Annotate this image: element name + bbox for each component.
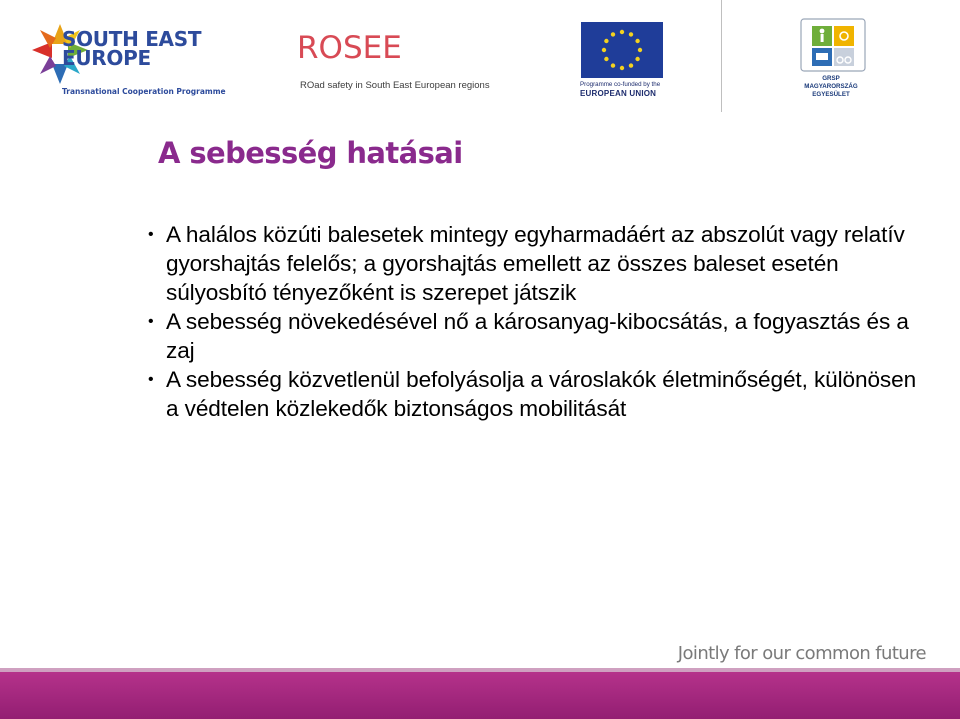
grsp-logo-line3: EGYESÜLET <box>812 91 850 98</box>
see-logo-title <box>62 27 222 70</box>
footer-top-line <box>0 668 960 672</box>
header-divider <box>721 0 722 112</box>
bullet-item <box>0 220 960 307</box>
grsp-logo-line1: GRSP <box>822 75 840 82</box>
bullet-marker: • <box>148 371 154 388</box>
see-logo-line2: EUROPE <box>62 46 151 70</box>
eu-flag-icon <box>581 22 663 78</box>
bullet-list <box>0 220 960 423</box>
bullet-marker: • <box>148 313 154 330</box>
bullet-item <box>0 365 960 423</box>
rosee-logo-subtitle: ROad safety in South East European regions <box>300 80 490 91</box>
eu-logo-line1: Programme co-funded by the <box>580 81 661 88</box>
see-logo-line1: SOUTH EAST <box>62 27 202 51</box>
rosee-logo-word: ROSEE <box>297 30 402 66</box>
slide-title: A sebesség hatásai <box>158 136 463 170</box>
bullet-item <box>0 307 960 365</box>
footer-band <box>0 668 960 719</box>
bullet-marker: • <box>148 226 154 243</box>
bullet-text: A sebesség közvetlenül befolyásolja a városlakók életminőségét, különösen a védtelen közlekedők biztonságos mobilitását <box>166 367 917 421</box>
bullet-text: A sebesség növekedésével nő a károsanyag-kibocsátás, a fogyasztás és a zaj <box>166 309 909 363</box>
grsp-emblem-icon <box>800 18 866 72</box>
footer-tagline: Jointly for our common future <box>677 643 926 664</box>
bullet-text: A halálos közúti balesetek mintegy egyharmadáért az abszolút vagy relatív gyorshajtás felelős; a gyorshajtás emellett az összes baleset esetén súlyosbító tényezőként is szerepet játszik <box>166 222 905 305</box>
grsp-logo-line2: MAGYARORSZÁG <box>804 83 858 90</box>
see-logo-subtitle: Transnational Cooperation Programme <box>62 87 226 96</box>
eu-logo-line2: EUROPEAN UNION <box>580 89 657 98</box>
